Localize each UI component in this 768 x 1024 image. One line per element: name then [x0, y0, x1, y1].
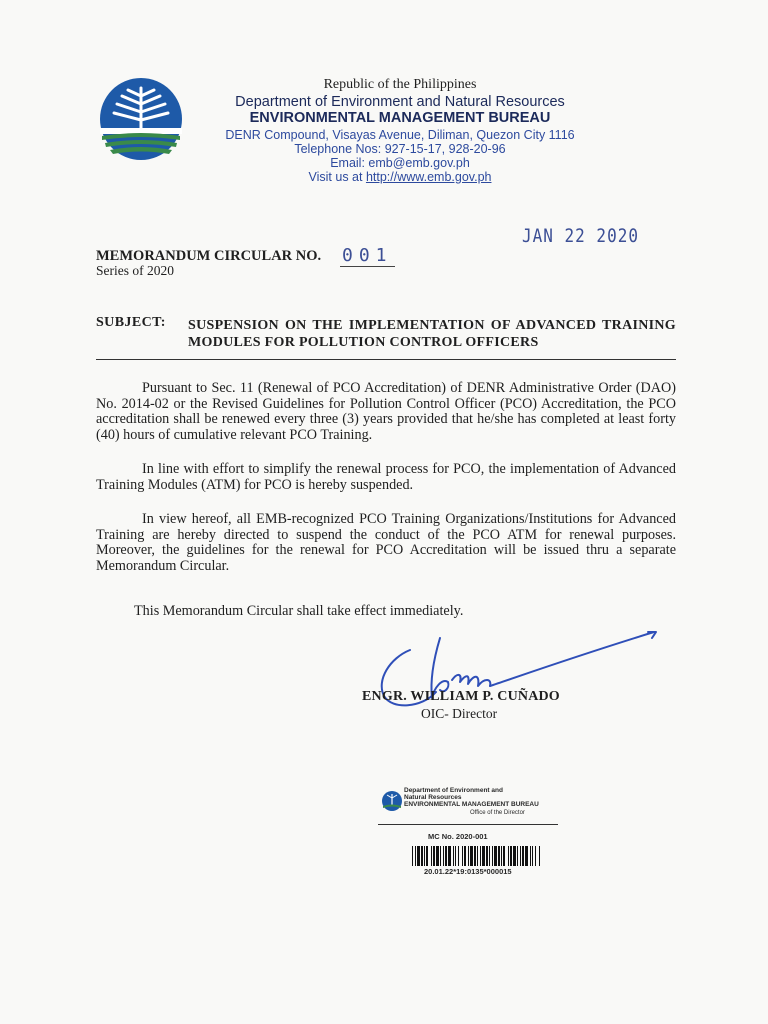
letterhead-email: Email: emb@emb.gov.ph — [330, 156, 470, 170]
signatory-name: ENGR. WILLIAM P. CUÑADO — [362, 689, 560, 704]
barcode-bar — [480, 846, 481, 866]
barcode-bar — [464, 846, 466, 866]
stamp-mc-number: MC No. 2020-001 — [428, 832, 488, 841]
barcode-bar — [433, 846, 435, 866]
barcode-bar — [498, 846, 500, 866]
barcode-bar — [486, 846, 488, 866]
barcode-bar — [424, 846, 425, 866]
barcode-bar — [426, 846, 428, 866]
barcode-bar — [477, 846, 478, 866]
barcode-bar — [482, 846, 485, 866]
emb-logo — [98, 76, 184, 162]
barcode-text: 20.01.22*19:0135*000015 — [424, 867, 512, 876]
stamp-office: Office of the Director — [470, 810, 525, 816]
barcode-bar — [522, 846, 524, 866]
memo-series: Series of 2020 — [96, 263, 174, 278]
memo-number: 001 — [342, 245, 393, 266]
letterhead-website — [200, 171, 600, 184]
barcode-bar — [417, 846, 420, 866]
barcode-bar — [517, 846, 518, 866]
letterhead-bureau: ENVIRONMENTAL MANAGEMENT BUREAU — [249, 110, 551, 126]
stamp-divider — [378, 824, 558, 825]
barcode-bar — [530, 846, 531, 866]
barcode-bar — [440, 846, 441, 866]
barcode-bar — [455, 846, 456, 866]
stamp-department-line2: Natural Resources — [404, 794, 462, 801]
barcode-bar — [453, 846, 454, 866]
barcode-bar — [489, 846, 490, 866]
barcode-bar — [421, 846, 423, 866]
barcode-bar — [462, 846, 463, 866]
barcode-bar — [510, 846, 512, 866]
stamp-department-line1: Department of Environment and — [404, 787, 503, 794]
body-paragraph-2: In line with effort to simplify the renewal process for PCO, the implementation of Advanced Training Modules (ATM) for PCO is hereby suspended. — [96, 461, 676, 493]
barcode-bar — [513, 846, 516, 866]
barcode-bar — [508, 846, 509, 866]
barcode-bar — [492, 846, 493, 866]
body-paragraph-4: This Memorandum Circular shall take effect immediately. — [134, 603, 464, 619]
barcode-bar — [445, 846, 447, 866]
subject-text: SUSPENSION ON THE IMPLEMENTATION OF ADVANCED TRAINING MODULES FOR POLLUTION CONTROL OFFICERS — [188, 318, 676, 350]
barcode — [412, 846, 540, 866]
barcode-bar — [443, 846, 444, 866]
body-paragraph-1: Pursuant to Sec. 11 (Renewal of PCO Accreditation) of DENR Administrative Order (DAO) No. 2014-02 or the Revised Guidelines for Pollution Control Officer (PCO) Accreditation, the PCO accreditation shall be renewed every three (3) years provided that he/she has completed at least forty (40) hours of cumulative relevant PCO Training. — [96, 380, 676, 443]
barcode-bar — [431, 846, 432, 866]
barcode-bar — [539, 846, 540, 866]
website-link[interactable]: http://www.emb.gov.ph — [365, 170, 492, 184]
barcode-bar — [532, 846, 533, 866]
barcode-bar — [525, 846, 528, 866]
barcode-bar — [520, 846, 521, 866]
barcode-bar — [458, 846, 459, 866]
letterhead-telephone: Telephone Nos: 927-15-17, 928-20-96 — [294, 142, 506, 156]
barcode-bar — [494, 846, 497, 866]
denr-stamp-logo — [381, 790, 403, 812]
stamp-bureau: ENVIRONMENTAL MANAGEMENT BUREAU — [404, 801, 539, 808]
barcode-bar — [415, 846, 416, 866]
memo-title: MEMORANDUM CIRCULAR NO. — [96, 248, 322, 264]
barcode-bar — [470, 846, 473, 866]
date-stamp: JAN 22 2020 — [522, 224, 639, 247]
barcode-bar — [468, 846, 469, 866]
barcode-bar — [436, 846, 439, 866]
signatory-title: OIC- Director — [421, 706, 498, 721]
letterhead-republic: Republic of the Philippines — [323, 77, 477, 92]
barcode-bar — [501, 846, 502, 866]
website-prefix: Visit us at — [308, 170, 366, 184]
barcode-bar — [448, 846, 451, 866]
barcode-bar — [503, 846, 505, 866]
subject-divider — [96, 359, 676, 360]
barcode-bar — [412, 846, 413, 866]
barcode-bar — [535, 846, 536, 866]
body-paragraph-3: In view hereof, all EMB-recognized PCO Training Organizations/Institutions for Advanced Training are hereby directed to suspend the conduct of the PCO ATM for renewal purposes. Moreover, the guidelines for the renewal for PCO Accreditation will be issued thru a separate Memorandum Circular. — [96, 511, 676, 574]
letterhead-department: Department of Environment and Natural Resources — [235, 94, 565, 110]
barcode-bar — [474, 846, 476, 866]
letterhead-address: DENR Compound, Visayas Avenue, Diliman, Quezon City 1116 — [225, 128, 575, 142]
subject-label: SUBJECT: — [96, 315, 166, 330]
